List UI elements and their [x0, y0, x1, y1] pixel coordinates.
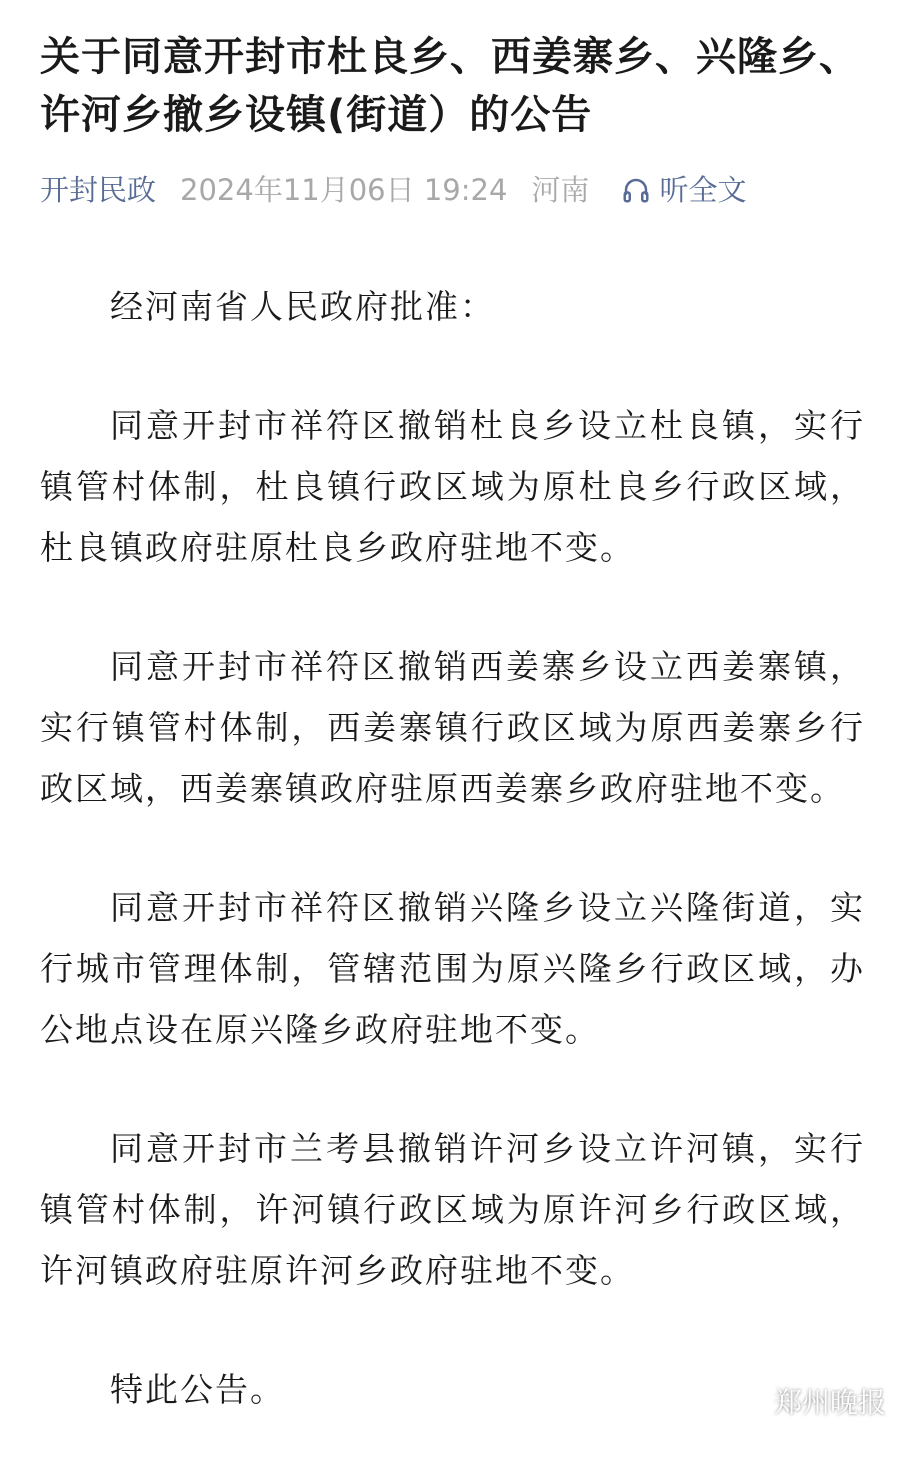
article-meta — [40, 170, 865, 210]
article-title: 关于同意开封市杜良乡、西姜寨乡、兴隆乡、许河乡撤乡设镇(街道）的公告 — [40, 34, 860, 138]
publish-region: 河南 — [531, 173, 590, 207]
publish-date: 2024年11月06日 19:24 — [180, 173, 508, 207]
watermark-text: 郑州晚报 — [773, 1386, 886, 1419]
headphones-icon — [621, 175, 651, 205]
paragraph-intro: 经河南省人民政府批准： — [110, 287, 495, 326]
weibo-icon — [730, 1386, 768, 1416]
paragraph-xijiangzhai: 同意开封市祥符区撤销西姜寨乡设立西姜寨镇，实行镇管村体制，西姜寨镇行政区域为原西姜寨乡行政区域，西姜寨镇政府驻原西姜寨乡政府驻地不变。 — [40, 647, 865, 808]
paragraph-closing: 特此公告。 — [110, 1370, 285, 1409]
paragraph-xuhe: 同意开封市兰考县撤销许河乡设立许河镇，实行镇管村体制，许河镇行政区域为原许河乡行政区域，许河镇政府驻原许河乡政府驻地不变。 — [40, 1129, 865, 1290]
article-body — [40, 276, 865, 1420]
listen-label: 听全文 — [659, 173, 747, 207]
listen-full-text-button[interactable] — [621, 170, 746, 210]
article — [40, 28, 865, 1478]
watermark — [730, 1381, 886, 1421]
paragraph-duliang: 同意开封市祥符区撤销杜良乡设立杜良镇，实行镇管村体制，杜良镇行政区域为原杜良乡行政区域，杜良镇政府驻原杜良乡政府驻地不变。 — [40, 406, 865, 567]
source-account-link[interactable]: 开封民政 — [40, 173, 157, 207]
paragraph-xinglong: 同意开封市祥符区撤销兴隆乡设立兴隆街道，实行城市管理体制，管辖范围为原兴隆乡行政区域，办公地点设在原兴隆乡政府驻地不变。 — [40, 888, 865, 1049]
